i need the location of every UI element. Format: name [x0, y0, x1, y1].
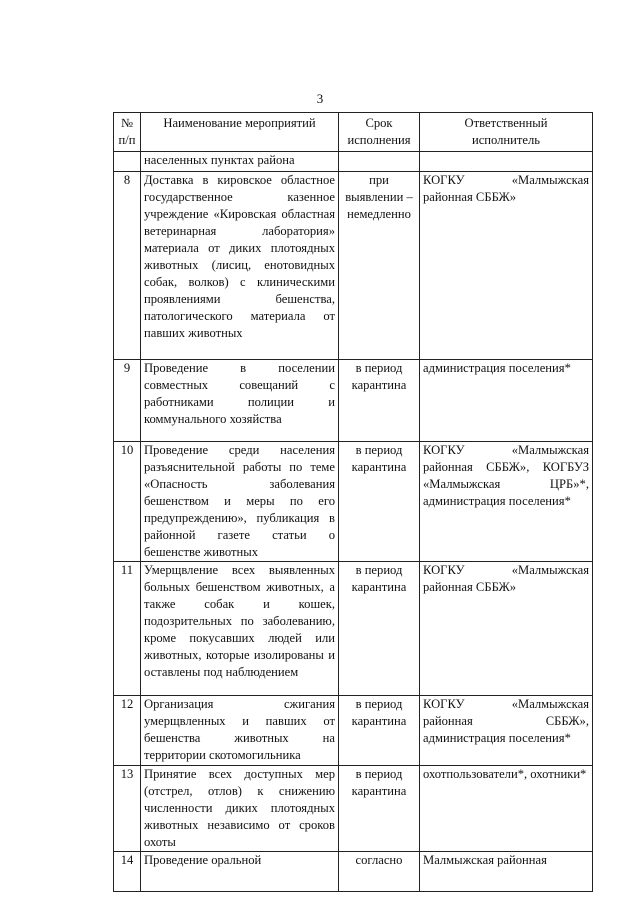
measures-table [113, 112, 593, 892]
cell-num: 9 [114, 360, 141, 442]
cell-num [114, 152, 141, 172]
cell-num: 10 [114, 442, 141, 562]
cell-name: Проведение оральной [141, 852, 339, 892]
cell-name: Проведение среди населения разъяснительной работы по теме «Опасность заболевания бешенством и меры по его предупреждению», публикация в районной газете статьи о бешенстве животных [141, 442, 339, 562]
header-name: Наименование мероприятий [141, 113, 339, 152]
cell-resp: охотпользователи*, охотники* [420, 766, 593, 852]
cell-name: Доставка в кировское областное государственное казенное учреждение «Кировская областная ветеринарная лаборатория» материала от диких плотоядных животных (лисиц, енотовидных собак, волков) с клиническими проявлениями бешенства, патологического материала от павших животных [141, 172, 339, 360]
cell-name: населенных пунктах района [141, 152, 339, 172]
table-row [114, 152, 593, 172]
header-term: Срок исполнения [339, 113, 420, 152]
cell-num: 13 [114, 766, 141, 852]
header-resp: Ответственный исполнитель [420, 113, 593, 152]
cell-term [339, 152, 420, 172]
table-row [114, 172, 593, 360]
page-number: 3 [316, 91, 324, 106]
cell-term: согласно [339, 852, 420, 892]
cell-num: 11 [114, 562, 141, 696]
table-row [114, 852, 593, 892]
cell-resp [420, 152, 593, 172]
table-row [114, 696, 593, 766]
cell-name: Проведение в поселении совместных совещаний с работниками полиции и коммунального хозяйства [141, 360, 339, 442]
cell-num: 12 [114, 696, 141, 766]
cell-num: 14 [114, 852, 141, 892]
cell-resp: КОГКУ «Малмыжская районная СББЖ» [420, 172, 593, 360]
table-header-row [114, 113, 593, 152]
cell-name: Принятие всех доступных мер (отстрел, отлов) к снижению численности диких плотоядных животных независимо от сроков охоты [141, 766, 339, 852]
cell-resp: КОГКУ «Малмыжская районная СББЖ», администрация поселения* [420, 696, 593, 766]
cell-term: в период карантина [339, 696, 420, 766]
table-row [114, 360, 593, 442]
cell-term: в период карантина [339, 442, 420, 562]
cell-term: в период карантина [339, 562, 420, 696]
cell-term: при выявлении – немедленно [339, 172, 420, 360]
table-row [114, 442, 593, 562]
cell-num: 8 [114, 172, 141, 360]
cell-resp: администрация поселения* [420, 360, 593, 442]
cell-resp: КОГКУ «Малмыжская районная СББЖ», КОГБУЗ «Малмыжская ЦРБ»*, администрация поселения* [420, 442, 593, 562]
header-num: № п/п [114, 113, 141, 152]
cell-term: в период карантина [339, 766, 420, 852]
cell-name: Умерщвление всех выявленных больных бешенством животных, а также собак и кошек, подозрительных по заболеванию, кроме покусавших людей или животных, которые изолированы и оставлены под наблюдением [141, 562, 339, 696]
table-row [114, 562, 593, 696]
cell-term: в период карантина [339, 360, 420, 442]
table-row [114, 766, 593, 852]
cell-name: Организация сжигания умерщвленных и павших от бешенства животных на территории скотомогильника [141, 696, 339, 766]
cell-resp: КОГКУ «Малмыжская районная СББЖ» [420, 562, 593, 696]
cell-resp: Малмыжская районная [420, 852, 593, 892]
